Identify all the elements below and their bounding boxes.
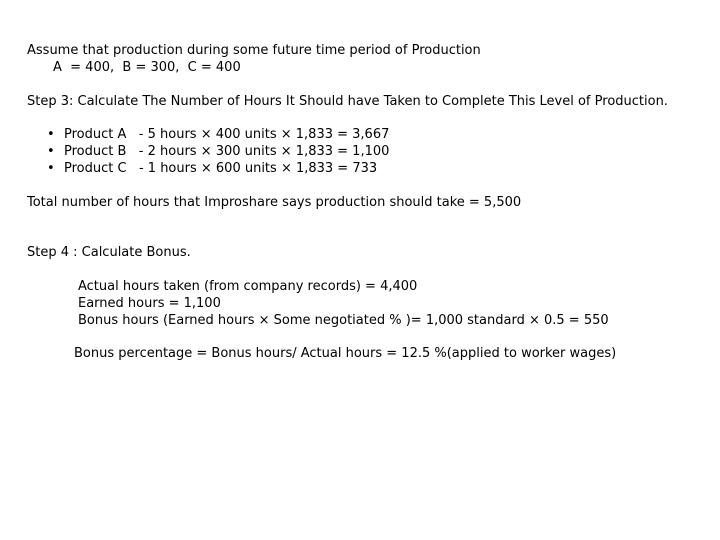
step4-heading: Step 4 : Calculate Bonus. [27,245,191,260]
intro-line-1: Assume that production during some future time period of Production [27,43,481,58]
step3-item-b [47,143,389,160]
step3-item-b-text: Product B - 2 hours × 300 units × 1,833 = 1,100 [64,144,390,159]
step4-earned-hours: Earned hours = 1,100 [78,296,221,311]
bullet-icon: • [47,161,55,176]
step3-item-c [47,160,377,177]
step3-item-c-text: Product C - 1 hours × 600 units × 1,833 = 733 [64,161,378,176]
bullet-icon: • [47,144,55,159]
step3-item-a-text: Product A - 5 hours × 400 units × 1,833 = 3,667 [64,127,390,142]
intro-line-2: A = 400, B = 300, C = 400 [53,60,241,75]
bullet-icon: • [47,127,55,142]
step4-bonus-hours: Bonus hours (Earned hours × Some negotiated % )= 1,000 standard × 0.5 = 550 [78,313,609,328]
step4-actual-hours: Actual hours taken (from company records) = 4,400 [78,279,418,294]
step4-bonus-percentage: Bonus percentage = Bonus hours/ Actual hours = 12.5 %(applied to worker wages) [74,346,617,361]
step3-total: Total number of hours that Improshare says production should take = 5,500 [27,195,522,210]
step3-heading: Step 3: Calculate The Number of Hours It Should have Taken to Complete This Level of Production. [27,94,668,109]
step3-item-a [47,126,389,143]
